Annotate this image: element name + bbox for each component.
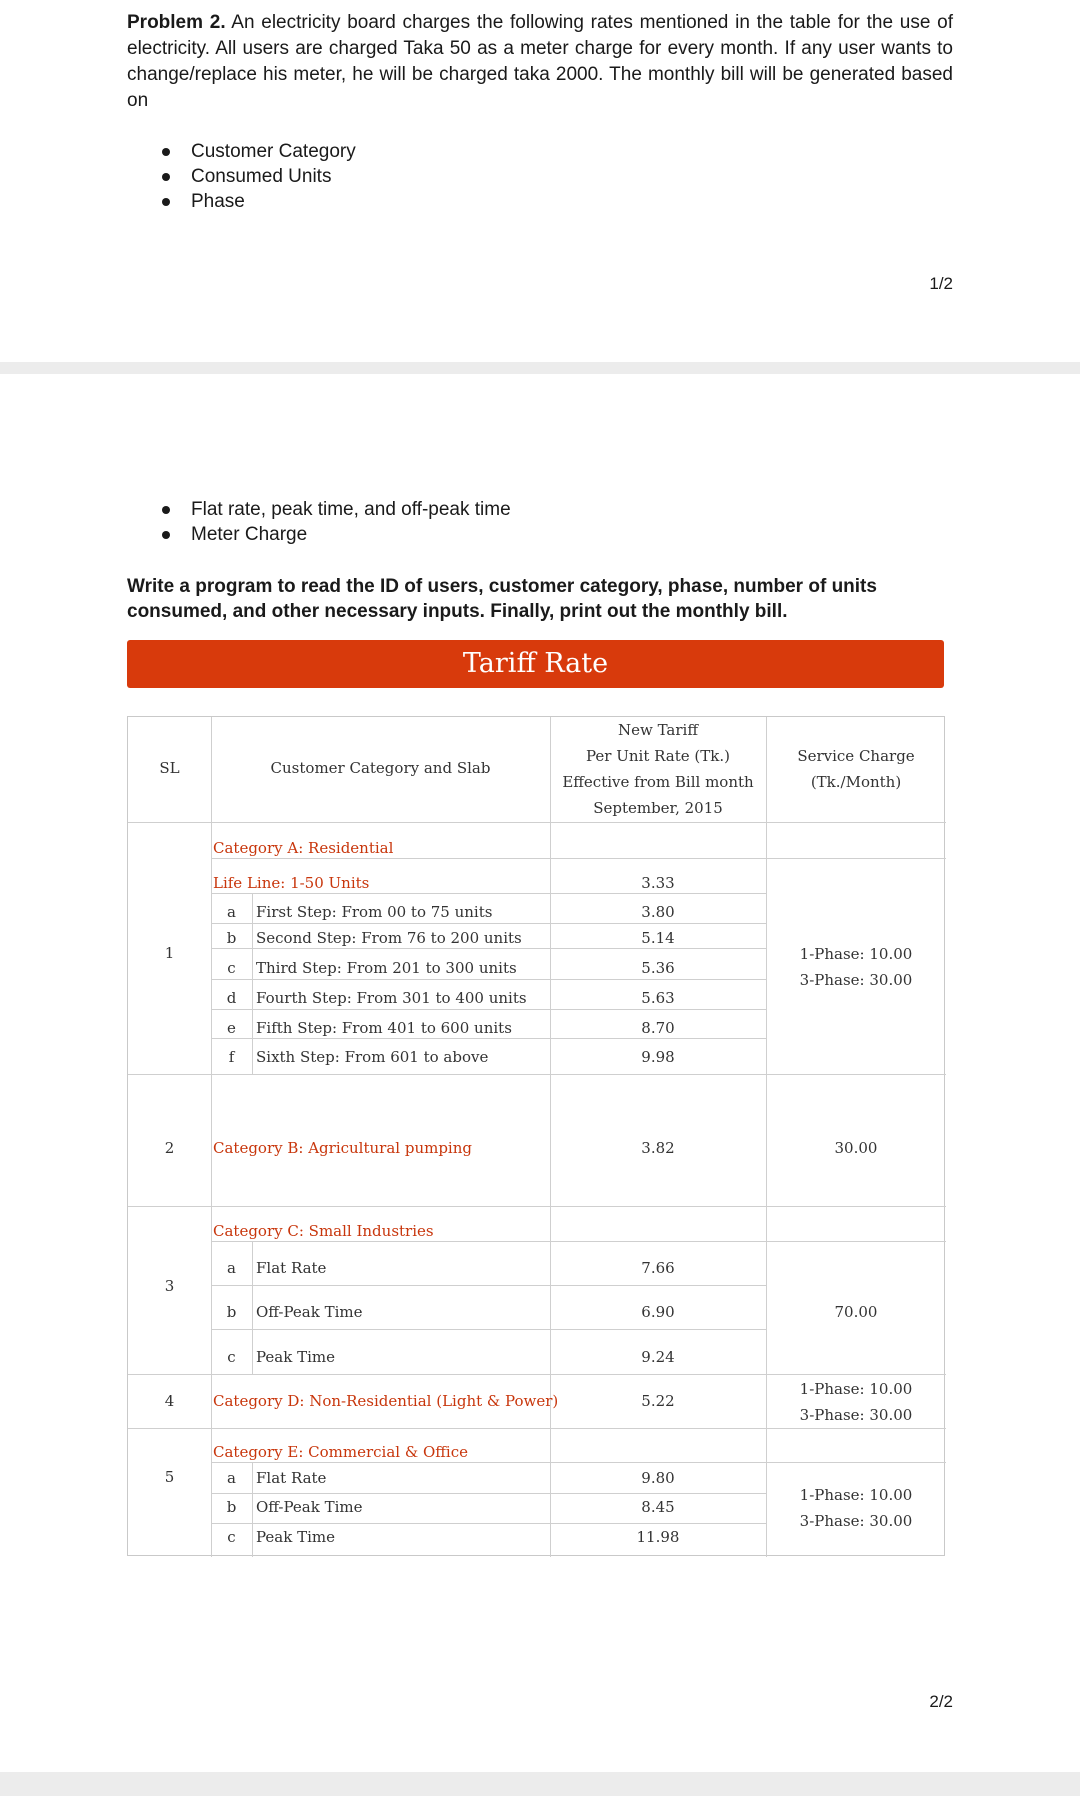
header-category: Customer Category and Slab (270, 759, 491, 777)
cat-e-row: Peak Time (256, 1528, 335, 1546)
cat-a-step: Fourth Step: From 301 to 400 units (256, 989, 527, 1007)
header-service: Service Charge (Tk./Month) (797, 747, 915, 791)
cat-d-service: 1-Phase: 10.00 3-Phase: 30.00 (799, 1380, 913, 1424)
cat-e-title: Category E: Commercial & Office (213, 1443, 468, 1461)
cat-a-lifeline-rate: 3.33 (641, 874, 675, 892)
cat-c-row: Off-Peak Time (256, 1303, 363, 1321)
tariff-table: SL Customer Category and Slab New Tariff Per Unit Rate (Tk.) Effective from Bill month September, 2015 Service Charge (Tk./Month) 1 Category A: Residential Life Line: 1-50 Units 3.33 a First Step: From 00 to 75 units 3.80 b Second Step: From 76 to 200 units 5.14 c Third Step: From 201 to 300 units 5.36 d Fourth Step: From 301 to 400 units 5.63 e Fifth Step: From 401 to 600 units 8.70 f Sixth Step: From 601 to above 9.98 1-Phase: 10.00 3-Phase: 30.00 2 Category B: Agricultural pumping 3.82 30.00 3 Category C: Small Industries a Flat Rate 7.66 b Off-Peak Time 6.90 c Peak Time 9.24 70.00 4 Category D: Non-Residential (Light & Power) 5.22 1-Phase: 10.00 3-Phase: 30.00 5 Category E: Commercial & Office a Flat Rate 9.80 b Off-Peak Time 8.45 c Peak Time 11.98 1-Phase: 10.00 3-Phase: 30.00 (127, 716, 945, 1556)
list-item: Customer Category (158, 139, 356, 164)
cat-d-title: Category D: Non-Residential (Light & Power) (213, 1392, 559, 1410)
cat-c-row: Flat Rate (256, 1259, 327, 1277)
page-number: 2/2 (929, 1692, 953, 1711)
problem-statement (127, 10, 953, 114)
cat-e-row: Off-Peak Time (256, 1498, 363, 1516)
list-item: Phase (158, 189, 356, 214)
cat-c-title: Category C: Small Industries (213, 1222, 434, 1240)
cat-b-rate: 3.82 (641, 1139, 675, 1157)
cat-c-service: 70.00 (834, 1303, 878, 1321)
problem-intro: An electricity board charges the following rates mentioned in the table for the use of electricity. All users are charged Taka 50 as a meter charge for every month. If any user wants to change/replace his meter, he will be charged taka 2000. The monthly bill will be generated based on (127, 12, 953, 111)
page-1 (0, 0, 1080, 362)
cat-a-step: Sixth Step: From 601 to above (256, 1048, 489, 1066)
cat-a-step: First Step: From 00 to 75 units (256, 903, 493, 921)
cat-b-service: 30.00 (834, 1139, 878, 1157)
cat-a-step: Third Step: From 201 to 300 units (256, 959, 517, 977)
page-number: 1/2 (929, 274, 953, 293)
cat-b-title: Category B: Agricultural pumping (213, 1139, 472, 1157)
cat-a-step: Second Step: From 76 to 200 units (256, 929, 522, 947)
problem-label: Problem 2. (127, 12, 226, 33)
list-item: Flat rate, peak time, and off-peak time (158, 497, 511, 522)
page-2 (0, 374, 1080, 1772)
header-rate: New Tariff Per Unit Rate (Tk.) Effective from Bill month September, 2015 (562, 721, 754, 817)
cat-d-rate: 5.22 (641, 1392, 675, 1410)
cat-e-service: 1-Phase: 10.00 3-Phase: 30.00 (799, 1486, 913, 1530)
sl-4: 4 (164, 1392, 175, 1410)
header-sl: SL (159, 759, 180, 777)
sl-5: 5 (164, 1468, 175, 1486)
cat-a-lifeline: Life Line: 1-50 Units (213, 874, 370, 892)
sl-1: 1 (164, 944, 175, 962)
cat-a-title: Category A: Residential (213, 839, 394, 857)
criteria-list (158, 139, 356, 214)
cat-a-step: Fifth Step: From 401 to 600 units (256, 1019, 512, 1037)
sl-3: 3 (164, 1277, 175, 1295)
sl-2: 2 (164, 1139, 175, 1157)
cat-c-row: Peak Time (256, 1348, 335, 1366)
tariff-rate-banner: Tariff Rate (127, 640, 944, 688)
cat-e-row: Flat Rate (256, 1469, 327, 1487)
criteria-list-continued (158, 497, 511, 547)
list-item: Consumed Units (158, 164, 356, 189)
list-item: Meter Charge (158, 522, 511, 547)
cat-a-service: 1-Phase: 10.00 3-Phase: 30.00 (799, 945, 913, 989)
task-statement: Write a program to read the ID of users, customer category, phase, number of units consumed, and other necessary inputs. Finally, print out the monthly bill. (127, 576, 877, 622)
